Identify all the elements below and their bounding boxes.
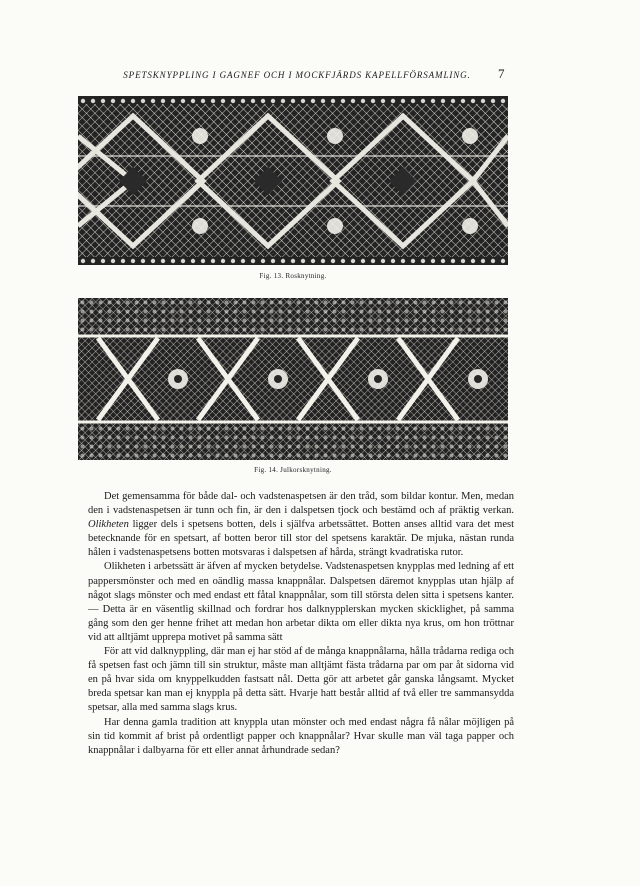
figure-14-caption: Fig. 14. Julkorsknytning. bbox=[254, 466, 332, 474]
running-title: SPETSKNYPPLING I GAGNEF OCH I MOCKFJÄRDS KAPELLFÖRSAMLING. bbox=[123, 70, 471, 80]
paragraph-1 bbox=[88, 490, 514, 560]
paragraph-1-emphasis: Olikheten bbox=[88, 519, 129, 531]
paragraph-3: För att vid dalknyppling, där man ej har stöd af de många knappnålarna, hålla trådarna rediga och få spetsen fast och jämn till sin struktur, måste man alltjämt fästa trådarna par om par åt sidorna vid en på hvar sida om knyppelkudden fastsatt nål. Detta gör att arbetet går ganska långsamt. Mycket breda spetsar kan man ej knyppla på detta sätt. Hvarje hatt består alltid af två eller tre sammansydda spetsar, alla med samma slags krus. bbox=[88, 646, 514, 714]
lace-photo-fig14 bbox=[78, 298, 508, 460]
page-number: 7 bbox=[498, 66, 505, 81]
figure-13-caption: Fig. 13. Rosknytning. bbox=[259, 272, 327, 280]
lace-photo-fig13 bbox=[78, 96, 508, 265]
body-text bbox=[88, 490, 514, 758]
lace-rose-pattern bbox=[78, 96, 508, 265]
paragraph-1-part-a: Det gemensamma för både dal- och vadstenaspetsen är den tråd, som bildar kontur. Men, medan den i vadstenaspetsen är tunn och fin, är den i dalspetsen tjock och bestämd och af präktig verkan. bbox=[88, 491, 514, 517]
paragraph-2: Olikheten i arbetssätt är äfven af mycken betydelse. Vadstenaspetsen knypplas med ledning af ett pappersmönster och med en oändlig massa knappnålar. Dalspetsen däremot knypplas utan hjälp af något slags mönster och med endast ett fåtal knappnålar, som till största delen sitta i spetsens kanter. — Detta är en väsentlig skillnad och fordrar hos dalknypplerskan mycken skicklighet, på samma gång som den ger henne frihet att medan hon arbetar dikta om eller dikta nya krus, om hon tröttnar vid att alltjämt upprepa motivet på samma sätt bbox=[88, 561, 514, 643]
lace-cross-pattern bbox=[78, 298, 508, 460]
paragraph-4: Har denna gamla tradition att knyppla utan mönster och med endast några få nålar möjligen på sin tid kommit af brist på ordentligt papper och knappnålar? Hvar skulle man väl taga papper och knappnålar i dalbyarna för ett eller annat århundrade sedan? bbox=[88, 716, 514, 756]
paragraph-1-part-b: ligger dels i spetsens botten, dels i själfva arbetssättet. Botten anses alltid vara det mest betecknande för en spetsart, af botten beror till stor del spetsens karaktär. De mjuka, nästan runda hålen i vadstenaspetsens botten motsvaras i dalspetsen af hårda, strängt kvadratiska rutor. bbox=[88, 519, 514, 559]
